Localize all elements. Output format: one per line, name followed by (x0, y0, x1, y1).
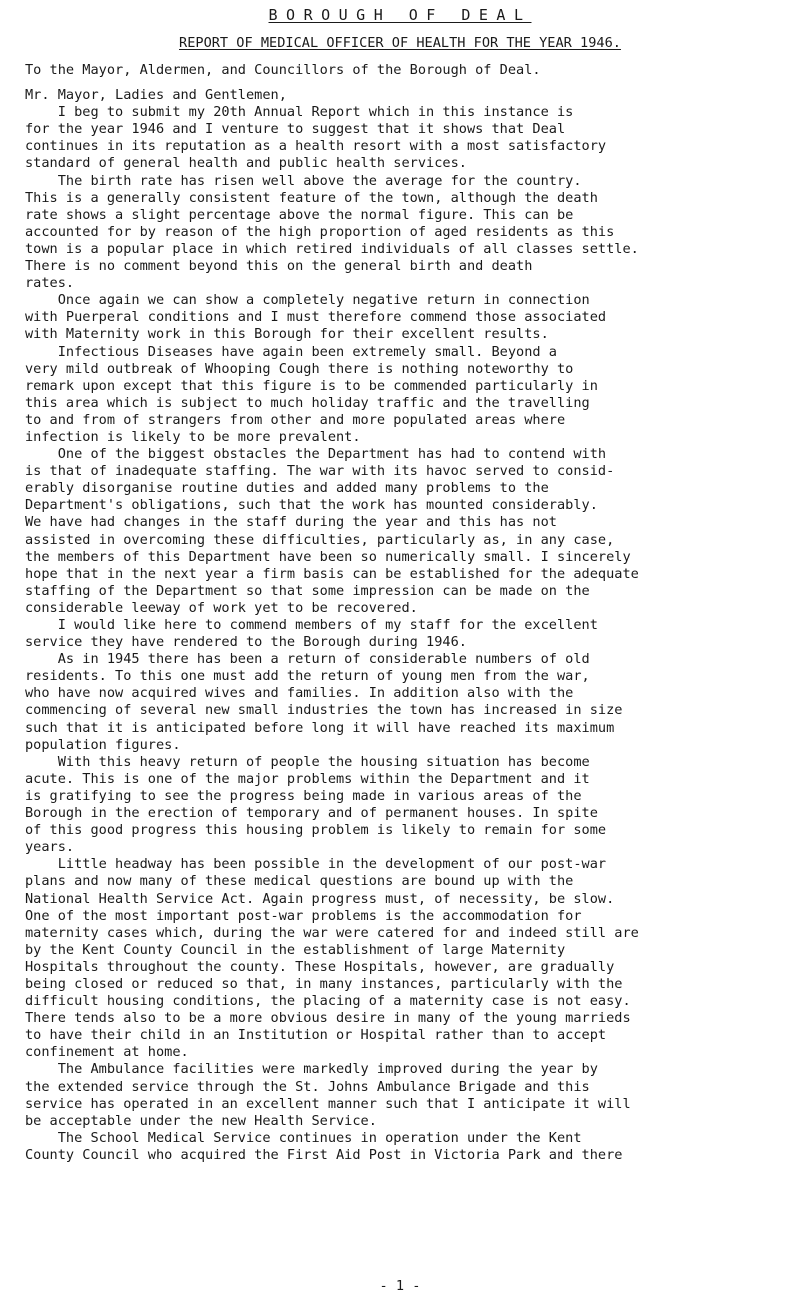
text-line: acute. This is one of the major problems within the Department and it (25, 770, 590, 787)
report-title-text: REPORT OF MEDICAL OFFICER OF HEALTH FOR THE YEAR 1946. (179, 35, 621, 51)
text-line: residents. To this one must add the return of young men from the war, (25, 668, 590, 685)
text-line: Infectious Diseases have again been extremely small. Beyond a (25, 343, 557, 360)
text-line: being closed or reduced so that, in many instances, particularly with the (25, 975, 623, 992)
borough-heading-text: BOROUGH OF DEAL (268, 6, 532, 24)
text-line: town is a popular place in which retired individuals of all classes settle. (25, 240, 639, 257)
text-line: To the Mayor, Aldermen, and Councillors of the Borough of Deal. (25, 62, 541, 78)
text-line: I would like here to commend members of my staff for the excellent (25, 617, 598, 633)
text-line: for the year 1946 and I venture to suggest that it shows that Deal (25, 121, 566, 138)
text-line: Mr. Mayor, Ladies and Gentlemen, (25, 87, 287, 104)
text-line: be acceptable under the new Health Service. (25, 1112, 377, 1129)
text-line: Hospitals throughout the county. These Hospitals, however, are gradually (25, 958, 615, 975)
text-line: considerable leeway of work yet to be recovered. (25, 599, 418, 616)
text-line: commencing of several new small industries the town has increased in size (25, 702, 623, 719)
text-line: standard of general health and public health services. (25, 155, 467, 172)
text-line: assisted in overcoming these difficulties, particularly as, in any case, (25, 531, 615, 548)
text-line: service they have rendered to the Borough during 1946. (25, 634, 467, 651)
text-line: to and from of strangers from other and more populated areas where (25, 411, 566, 428)
text-line: hope that in the next year a firm basis can be established for the adequate (25, 565, 639, 582)
text-line: is that of inadequate staffing. The war with its havoc served to consid- (25, 463, 615, 480)
text-line: The School Medical Service continues in operation under the Kent (25, 1129, 582, 1146)
text-line: staffing of the Department so that some impression can be made on the (25, 582, 590, 599)
text-line: to have their child in an Institution or Hospital rather than to accept (25, 1027, 607, 1044)
text-line: Department's obligations, such that the work has mounted considerably. (25, 497, 598, 514)
text-line: There tends also to be a more obvious desire in many of the young marrieds (25, 1010, 631, 1027)
borough-heading (0, 6, 800, 24)
text-line: service has operated in an excellent manner such that I anticipate it will (25, 1095, 631, 1112)
text-line: accounted for by reason of the high proportion of aged residents as this (25, 223, 615, 240)
text-line: One of the biggest obstacles the Department has had to contend with (25, 446, 607, 463)
text-line: One of the most important post-war problems is the accommodation for (25, 907, 582, 924)
text-line: The Ambulance facilities were markedly improved during the year by (25, 1061, 598, 1078)
text-line: is gratifying to see the progress being made in various areas of the (25, 787, 582, 804)
text-line: rates. (25, 275, 75, 292)
text-line: the extended service through the St. Johns Ambulance Brigade and this (25, 1078, 590, 1095)
text-line: We have had changes in the staff during the year and this has not (25, 514, 557, 531)
text-line: population figures. (25, 736, 181, 753)
text-line: Borough in the erection of temporary and of permanent houses. In spite (25, 805, 598, 822)
text-line: with Puerperal conditions and I must therefore commend those associated (25, 309, 607, 326)
text-line: The birth rate has risen well above the average for the country. (25, 172, 582, 189)
text-line: remark upon except that this figure is to be commended particularly in (25, 377, 598, 394)
text-line: with Maternity work in this Borough for their excellent results. (25, 326, 549, 343)
text-line: of this good progress this housing problem is likely to remain for some (25, 822, 607, 839)
text-line: difficult housing conditions, the placing of a maternity case is not easy. (25, 993, 631, 1010)
text-line: As in 1945 there has been a return of considerable numbers of old (25, 651, 590, 668)
page-number: - 1 - (379, 1278, 421, 1294)
text-line: rate shows a slight percentage above the normal figure. This can be (25, 206, 574, 223)
text-line: who have now acquired wives and families. In addition also with the (25, 685, 574, 702)
text-line: very mild outbreak of Whooping Cough there is nothing noteworthy to (25, 360, 574, 377)
report-body (25, 62, 795, 1164)
report-title (0, 35, 800, 51)
text-line: infection is likely to be more prevalent. (25, 428, 361, 445)
text-line: This is a generally consistent feature of the town, although the death (25, 189, 598, 206)
text-line: this area which is subject to much holiday traffic and the travelling (25, 394, 590, 411)
text-line: erably disorganise routine duties and added many problems to the (25, 480, 549, 497)
text-line: Once again we can show a completely negative return in connection (25, 292, 590, 309)
text-line: such that it is anticipated before long it will have reached its maximum (25, 719, 615, 736)
text-line: There is no comment beyond this on the general birth and death (25, 258, 533, 275)
text-line: continues in its reputation as a health resort with a most satisfactory (25, 138, 607, 155)
text-line: I beg to submit my 20th Annual Report which in this instance is (25, 104, 574, 121)
text-line: With this heavy return of people the housing situation has become (25, 753, 590, 770)
text-line: the members of this Department have been so numerically small. I sincerely (25, 548, 631, 565)
text-line: plans and now many of these medical questions are bound up with the (25, 873, 574, 890)
text-line: by the Kent County Council in the establishment of large Maternity (25, 941, 566, 958)
text-line: confinement at home. (25, 1044, 189, 1061)
text-line: maternity cases which, during the war were catered for and indeed still are (25, 924, 639, 941)
text-line: County Council who acquired the First Aid Post in Victoria Park and there (25, 1146, 623, 1163)
text-line: Little headway has been possible in the development of our post-war (25, 856, 607, 873)
text-line: National Health Service Act. Again progress must, of necessity, be slow. (25, 890, 615, 907)
text-line: years. (25, 839, 75, 856)
